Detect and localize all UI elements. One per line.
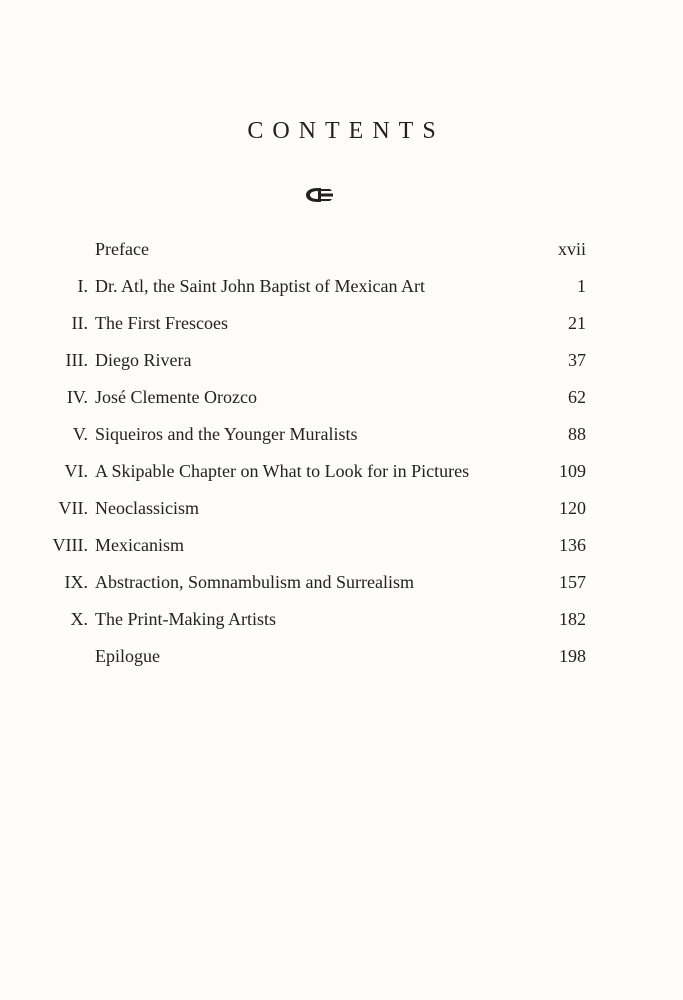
chapter-title: Mexicanism <box>95 535 184 555</box>
toc-entry <box>0 234 683 264</box>
chapter-number: X. <box>70 609 88 629</box>
chapter-title: The First Frescoes <box>95 313 228 333</box>
toc-entry <box>0 456 683 486</box>
page-title: CONTENTS <box>247 118 445 144</box>
chapter-title: Dr. Atl, the Saint John Baptist of Mexican Art <box>95 276 425 296</box>
toc-entry <box>0 382 683 412</box>
chapter-title: José Clemente Orozco <box>95 387 257 407</box>
chapter-number: IX. <box>64 572 88 592</box>
toc-entry <box>0 530 683 560</box>
page-number: 21 <box>568 313 586 333</box>
chapter-number: III. <box>65 350 88 370</box>
toc-entry <box>0 493 683 523</box>
page-number: 62 <box>568 387 586 407</box>
toc-entry <box>0 345 683 375</box>
chapter-title: Diego Rivera <box>95 350 192 370</box>
printer-ornament-icon <box>304 186 334 204</box>
page-number: xvii <box>557 239 586 259</box>
chapter-number: II. <box>71 313 88 333</box>
toc-entry <box>0 641 683 671</box>
toc-entry <box>0 308 683 338</box>
chapter-number: VI. <box>64 461 88 481</box>
page-number: 198 <box>559 646 586 666</box>
chapter-number: IV. <box>66 387 88 407</box>
page-number: 136 <box>559 535 586 555</box>
chapter-title: Epilogue <box>95 646 160 666</box>
page-number: 88 <box>568 424 586 444</box>
page-number: 37 <box>568 350 586 370</box>
chapter-number: V. <box>72 424 88 444</box>
toc-entry <box>0 567 683 597</box>
toc-entry <box>0 419 683 449</box>
chapter-title: The Print-Making Artists <box>95 609 276 629</box>
chapter-number: VII. <box>58 498 88 518</box>
chapter-title: Abstraction, Somnambulism and Surrealism <box>95 572 414 592</box>
page-number: 120 <box>559 498 586 518</box>
chapter-number: I. <box>77 276 88 296</box>
page-number: 109 <box>559 461 586 481</box>
chapter-title: Siqueiros and the Younger Muralists <box>95 424 358 444</box>
toc-entry <box>0 604 683 634</box>
chapter-title: A Skipable Chapter on What to Look for in Pictures <box>95 461 470 481</box>
page-number: 1 <box>577 276 586 296</box>
chapter-number: VIII. <box>52 535 88 555</box>
toc-entry <box>0 271 683 301</box>
chapter-title: Neoclassicism <box>95 498 199 518</box>
chapter-title: Preface <box>95 239 149 259</box>
page-number: 182 <box>559 609 586 629</box>
page-number: 157 <box>559 572 586 592</box>
